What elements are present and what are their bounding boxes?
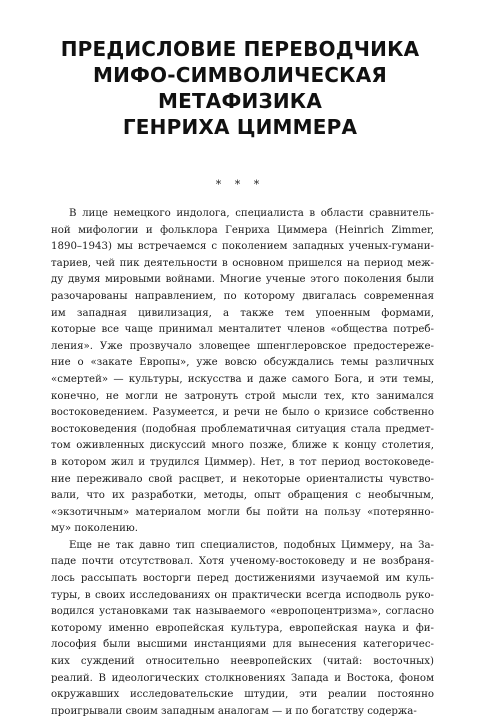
text-line: туры, в своих исследованиях он практически всегда исподволь руко-	[51, 589, 434, 601]
paragraph	[51, 538, 434, 720]
title-line: ГЕНРИХА ЦИММЕРА	[122, 115, 358, 139]
text-line: В лице немецкого индолога, специалиста в области сравнитель-	[69, 208, 434, 219]
text-line: востоковедения (подобная проблематичная ситуация стала предмет-	[51, 423, 434, 435]
text-line: конечно, не могли не затронуть строй мысли тех, кто занимался	[51, 390, 434, 402]
text-line: разочарованы направлением, по которому двигалась современная	[51, 290, 434, 302]
text-line: востоковедением. Разумеется, и речи не было о кризисе собственно	[51, 407, 434, 419]
text-line: Еще не так давно тип специалистов, подобных Циммеру, на За-	[69, 539, 434, 551]
title-line: ПРЕДИСЛОВИЕ ПЕРЕВОДЧИКА	[60, 37, 420, 61]
text-line: в котором жил и трудился Циммер). Нет, в тот период востоковеде-	[51, 456, 434, 468]
text-line: реалий. В идеологических столкновениях Запада и Востока, фоном	[51, 672, 434, 684]
text-line: му» поколению.	[51, 523, 139, 535]
text-line: паде почти отсутствовал. Хотя ученому-востоковеду и не возбраня-	[51, 556, 434, 568]
text-line: проигрывали своим западным аналогам — и по богатству содержа-	[51, 705, 417, 717]
title-line: МЕТАФИЗИКА	[157, 89, 323, 113]
text-line: «экзотичным» материалом могли бы пойти на пользу «потерянно-	[51, 506, 434, 518]
text-line: ние о «закате Европы», уже вовсю обсуждались темы различных	[51, 357, 434, 369]
text-line: окружавших исследовательские штудии, эти реалии постоянно	[51, 689, 434, 701]
text-line: лософия были высшими инстанциями для вынесения категоричес-	[51, 639, 434, 651]
text-line: которые все чаще принимал менталитет членов «общества потреб-	[51, 324, 434, 336]
text-line: ких суждений относительно неевропейских (читай: восточных)	[51, 656, 434, 668]
body-text	[51, 206, 434, 720]
text-line: водился установками так называемого «европоцентризма», согласно	[51, 606, 434, 618]
text-line: «смертей» — культуры, искусства и даже самого Бога, и эти темы,	[51, 373, 434, 385]
text-line: ду двумя мировыми войнами. Многие ученые этого поколения были	[51, 274, 434, 286]
text-line: которому именно европейская культура, европейская наука и фи-	[51, 622, 434, 634]
title-line: МИФО-СИМВОЛИЧЕСКАЯ	[92, 63, 388, 87]
text-line: 1890–1943) мы встречаемся с поколением западных ученых-гумани-	[51, 241, 434, 253]
text-line: им западная цивилизация, а также тем упоенным формами,	[51, 307, 434, 319]
text-line: ной мифологии и фольклора Генриха Циммера (Heinrich Zimmer,	[51, 224, 434, 236]
text-line: тариев, чей пик деятельности в основном пришелся на период меж-	[51, 257, 434, 269]
text-line: лось рассыпать восторги перед достижениями изучаемой им куль-	[51, 573, 434, 585]
text-line: ние переживало свой расцвет, и некоторые ориенталисты чувство-	[51, 473, 434, 485]
text-line: том оживленных дискуссий много позже, ближе к концу столетия,	[51, 440, 434, 452]
text-line: ления». Уже прозвучало зловещее шпенглеровское предостереже-	[51, 340, 434, 352]
text-line: вали, что их разработки, методы, опыт обращения с необычным,	[51, 490, 434, 502]
paragraph	[51, 206, 434, 538]
section-separator: * * *	[215, 178, 265, 191]
page-title	[40, 36, 440, 140]
